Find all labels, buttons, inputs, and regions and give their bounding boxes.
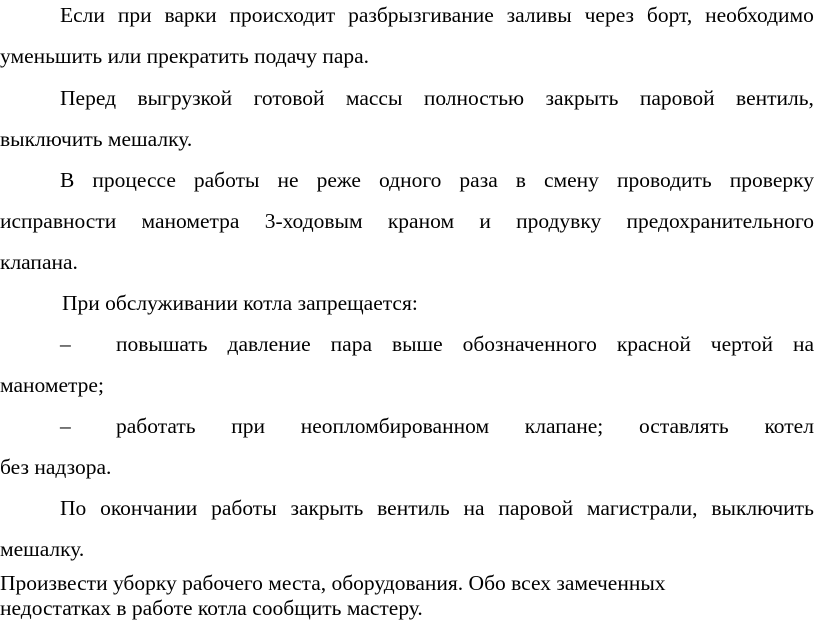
word: при	[231, 414, 266, 438]
word: через	[584, 3, 635, 27]
list-item-1-text	[116, 334, 814, 356]
word: борт,	[646, 3, 693, 27]
word: оставлять	[639, 414, 729, 438]
word: чертой	[710, 332, 773, 356]
word: обозначенного	[462, 332, 597, 356]
word: исправности	[0, 209, 117, 233]
word: при	[117, 3, 152, 27]
word: заливы	[506, 3, 572, 27]
list-item-1-line-1	[60, 334, 814, 356]
word: раза	[459, 168, 498, 192]
list-item-2-line-2: без надзора.	[0, 455, 112, 479]
word: закрыть	[545, 86, 619, 110]
word: процессе	[92, 168, 176, 192]
word: магистрали,	[586, 496, 698, 520]
word: варки	[164, 3, 217, 27]
list-item-2-dash: –	[60, 414, 71, 438]
word: В	[60, 168, 75, 192]
word: манометра	[141, 209, 240, 233]
word: готовой	[253, 86, 325, 110]
list-item-2-line-1	[60, 416, 814, 438]
word: выключить	[711, 496, 814, 520]
paragraph-1-line-2: уменьшить или прекратить подачу пара.	[0, 44, 370, 68]
word: паровой	[498, 496, 574, 520]
word: паровой	[639, 86, 715, 110]
paragraph-2-line-1	[60, 88, 814, 110]
list-item-2-text	[116, 416, 814, 438]
word: повышать	[116, 332, 208, 356]
word: выгрузкой	[137, 86, 233, 110]
word: разбрызгивание	[348, 3, 494, 27]
paragraph-8-line-2: недостатках в работе котла сообщить мастеру.	[0, 596, 423, 620]
paragraph-7-line-1	[60, 498, 814, 520]
list-item-1-line-2: манометре;	[0, 373, 104, 397]
word: краном	[387, 209, 455, 233]
word: вентиль,	[736, 86, 814, 110]
paragraph-1-line-1	[60, 5, 814, 27]
word: клапане;	[524, 414, 604, 438]
word: работать	[116, 414, 196, 438]
word: проверку	[729, 168, 814, 192]
word: в	[515, 168, 526, 192]
word: котел	[764, 414, 814, 438]
word: работы	[211, 496, 277, 520]
paragraph-4-line-1: При обслуживании котла запрещается:	[62, 291, 418, 315]
word: необходимо	[705, 3, 814, 27]
word: массы	[345, 86, 403, 110]
paragraph-3-line-1	[60, 170, 814, 192]
word: реже	[316, 168, 361, 192]
word: происходит	[229, 3, 336, 27]
word: закрыть	[290, 496, 364, 520]
paragraph-8-line-1: Произвести уборку рабочего места, оборудования. Обо всех замеченных	[0, 571, 666, 595]
list-item-1-dash: –	[60, 332, 71, 356]
word: давление	[227, 332, 311, 356]
word: не	[277, 168, 299, 192]
word: работы	[193, 168, 260, 192]
paragraph-2-line-2: выключить мешалку.	[0, 127, 193, 151]
word: полностью	[423, 86, 525, 110]
paragraph-3-line-3: клапана.	[0, 250, 78, 274]
word: на	[792, 332, 814, 356]
word: красной	[616, 332, 691, 356]
word: Перед	[60, 86, 117, 110]
paragraph-3-line-2	[0, 211, 814, 233]
word: Если	[60, 3, 105, 27]
word: смену	[543, 168, 599, 192]
word: выше	[391, 332, 443, 356]
word: одного	[379, 168, 442, 192]
word: проводить	[616, 168, 712, 192]
word: 3-ходовым	[264, 209, 363, 233]
word: продувку	[516, 209, 602, 233]
word: окончании	[100, 496, 198, 520]
word: неопломбированном	[300, 414, 490, 438]
word: По	[60, 496, 87, 520]
word: на	[463, 496, 485, 520]
word: вентиль	[377, 496, 450, 520]
paragraph-2-line-1-text	[60, 88, 814, 110]
word: и	[479, 209, 491, 233]
paragraph-7-line-2: мешалку.	[0, 537, 85, 561]
word: предохранительного	[626, 209, 814, 233]
word: пара	[330, 332, 373, 356]
